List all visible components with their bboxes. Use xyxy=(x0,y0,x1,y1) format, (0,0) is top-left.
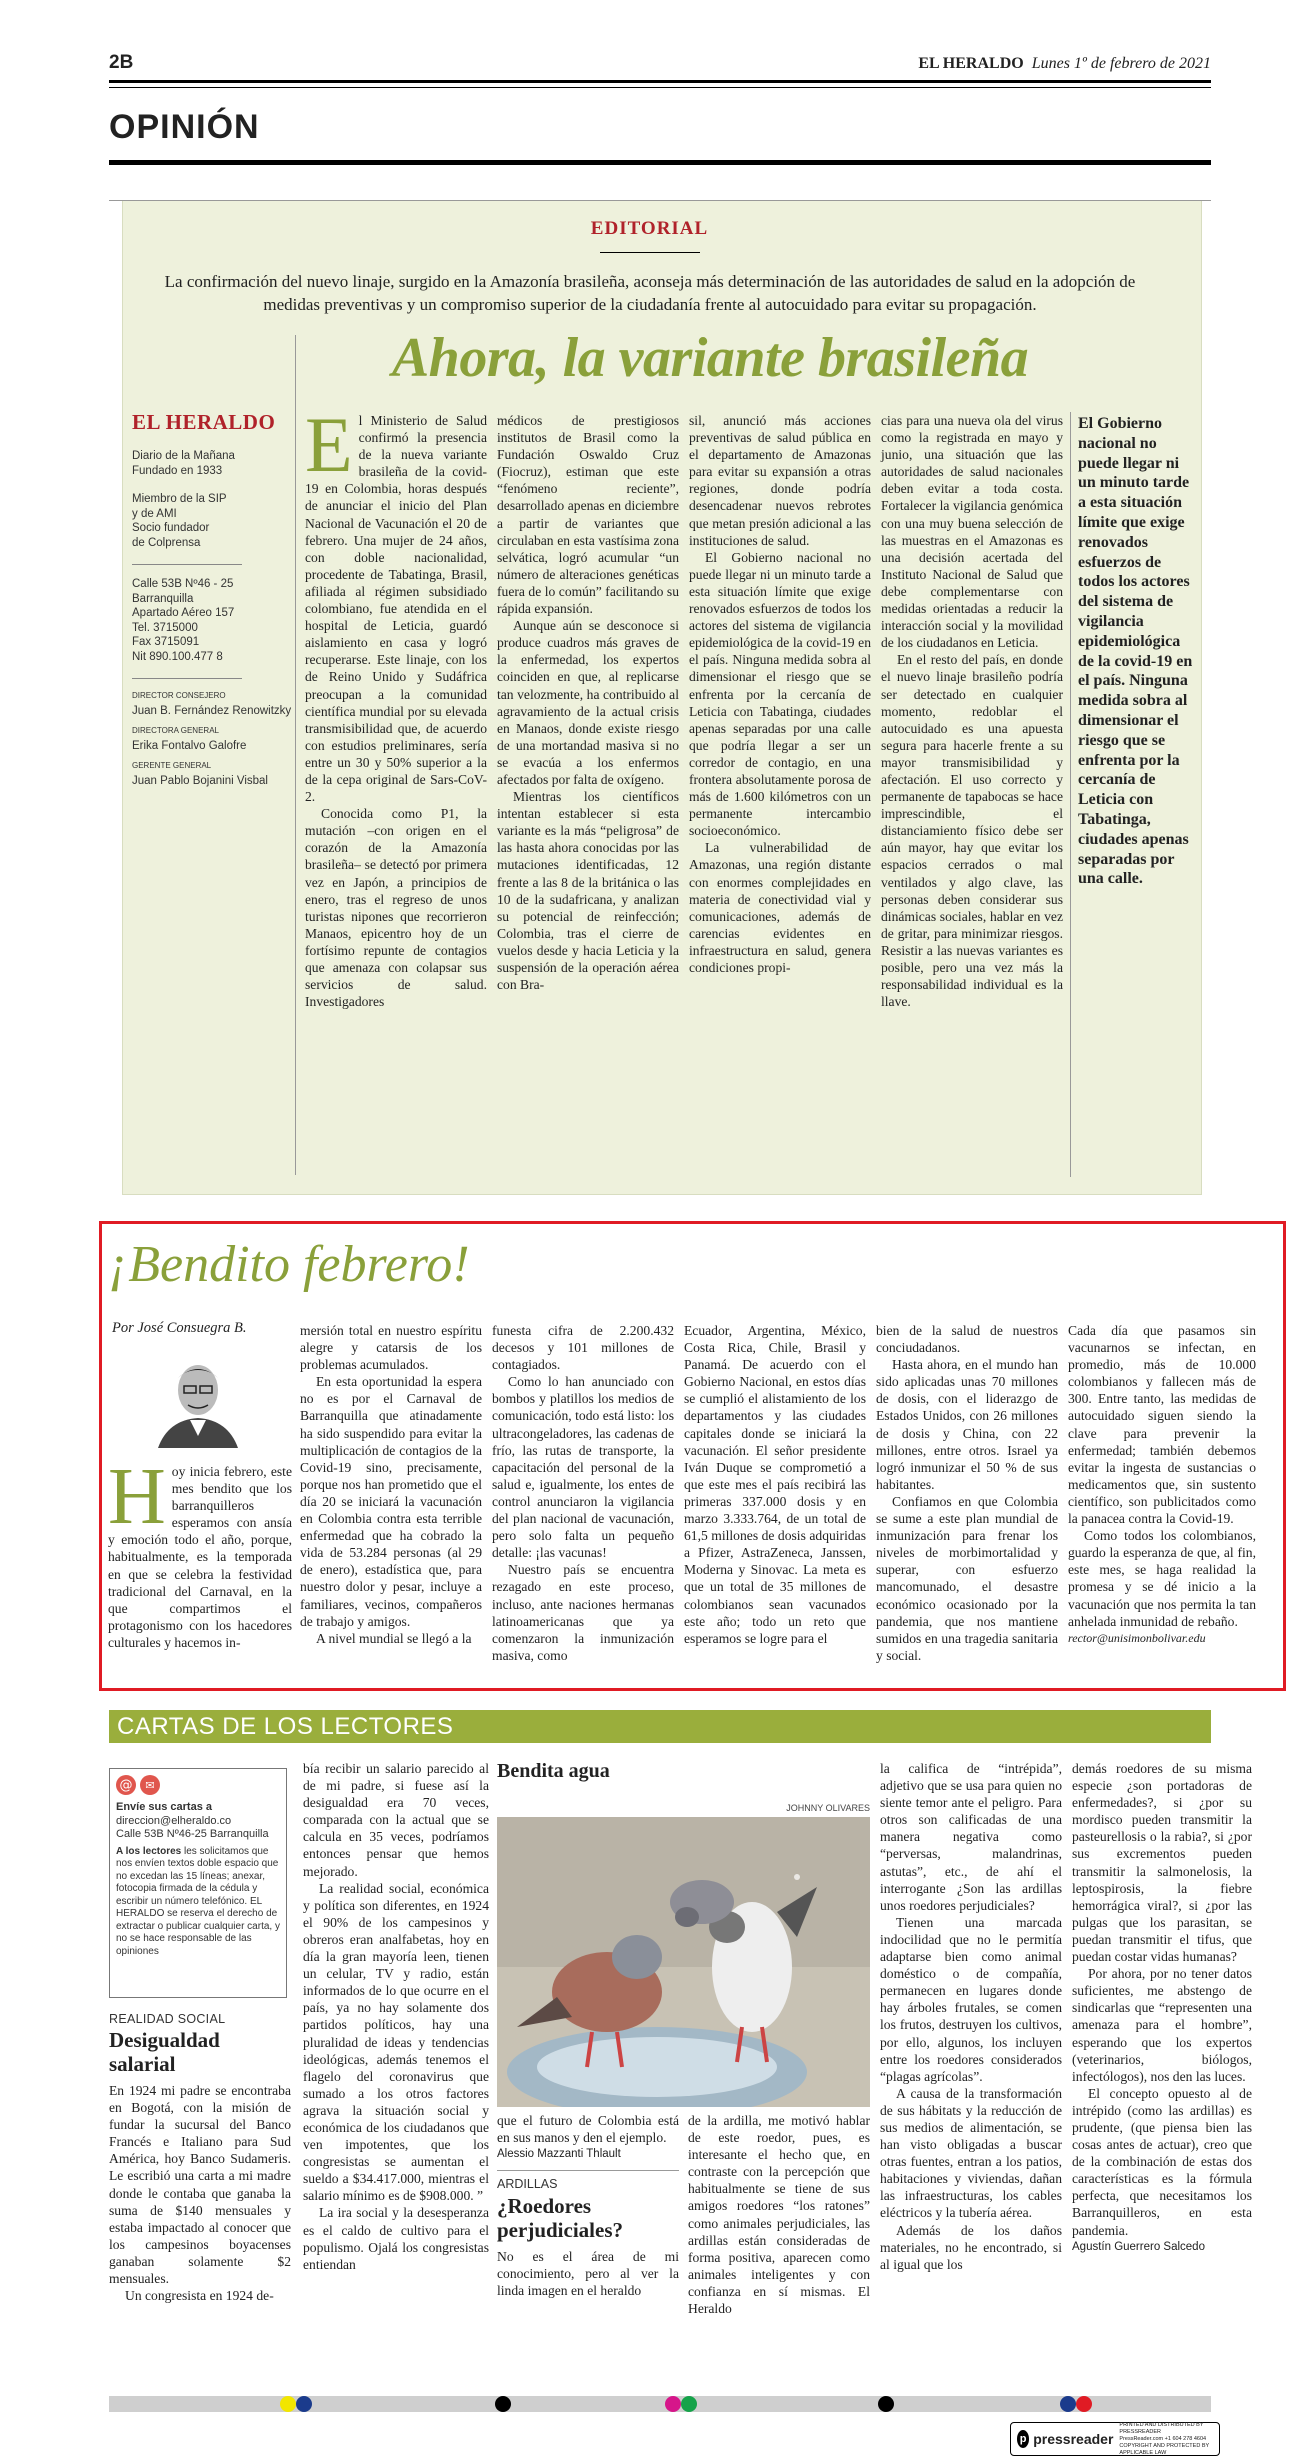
masthead-address xyxy=(132,577,292,664)
column-col-6 xyxy=(1068,1322,1256,1647)
column-paragraph: funesta cifra de 2.200.432 decesos y 101 millones de contagiados. xyxy=(492,1323,674,1373)
column-col-1 xyxy=(108,1453,292,1651)
staff-name: Juan B. Fernández Renowitzky xyxy=(132,704,292,717)
column-col-3 xyxy=(492,1322,674,1664)
letter1-kicker: REALIDAD SOCIAL xyxy=(109,2012,226,2026)
editorial-paragraph: La vulnerabilidad de Amazonas, una región distante con enormes complejidades en materia de conectividad vial y comunicaciones, además de carencias evidentes en infraestructura en salud, genera condiciones propi- xyxy=(689,840,871,975)
column-col-2 xyxy=(300,1322,482,1647)
letter2-title: ¿Roedores perjudiciales? xyxy=(497,2194,623,2242)
letter2-body xyxy=(497,2248,679,2299)
letter-paragraph: La realidad social, económica y política son diferentes, en 1924 el 90% de los campesinos y obreros eran analfabetas, hoy en día la gran mayoría leen, tienen un celular, TV y radio, están informados de lo que ocurre en el país, ya no hay solamente dos partidos políticos, hay una pluralidad de ideas y tendencias ideológicas, además tenemos el flagelo del coronavirus que sumado a los otros factores agrava la situación social y económica de los ciudadanos que ven impotentes, que los congresistas se aumentan el sueldo a $34.417.000, mientras el salario mínimo es de $908.000. ” xyxy=(303,1880,489,2204)
editorial-paragraph: El Gobierno nacional no puede llegar ni un minuto tarde a esta situación límite que exige renovados esfuerzos de todos los actores del sistema de vigilancia epidemiológica de la covid-19 en el país. Ninguna medida sobra al dimensionar el riesgo que se enfrenta por la cercanía de Leticia con Tabatinga, ciudades apenas separadas por una calle que podría llegar a ser un corredor de contagio, en una frontera absolutamente porosa de más de 1.600 kilómetros con un permanente intercambio socioeconómico. xyxy=(689,549,871,839)
mail-icon: ✉ xyxy=(140,1775,160,1795)
column-paragraph: mersión total en nuestro espíritu alegre y catarsis de los problemas acumulados. xyxy=(300,1323,482,1373)
dropcap: H xyxy=(108,1453,166,1541)
photo-credit: JOHNNY OLIVARES xyxy=(786,1803,870,1813)
masthead-divider xyxy=(132,564,242,565)
letter-paragraph: Tienen una marcada indocilidad que no le permitía adaptarse bien como animal doméstico o de compañía, permanecen en lugares donde hay árboles frutales, se comen los frutos, destruyen los cultivos, por ello, algunos, los incluyen entre los roedores considerados “plagas agrícolas”. xyxy=(880,1914,1062,2084)
editorial-headline: Ahora, la variante brasileña xyxy=(391,327,1029,389)
masthead-line: Socio fundador xyxy=(132,522,210,534)
letter1-title: Desigualdad salarial xyxy=(109,2028,220,2076)
newspaper-date xyxy=(918,55,1211,73)
masthead-line: Nit 890.100.477 8 xyxy=(132,650,223,663)
masthead-line: y de AMI xyxy=(132,507,177,520)
contact-icons xyxy=(116,1775,280,1795)
masthead-line: Miembro de la SIP xyxy=(132,493,227,505)
registration-dot xyxy=(681,2396,697,2412)
column-paragraph: Confiamos en que Colombia se sume a este plan mundial de inmunización para frenar los niveles de morbimortalidad y superar, con esfuerzo mancomunado, el desastre económico ocasionado por la pandemia, que nos mantiene sumidos en una tragedia sanitaria y social. xyxy=(876,1493,1058,1663)
editorial-column-4 xyxy=(881,412,1063,1010)
letter1-body xyxy=(109,2082,291,2304)
section-rule xyxy=(109,160,1211,165)
editorial-paragraph: El Ministerio de Salud confirmó la presencia de la nueva variante brasileña de la covid-19 en Colombia, horas después de anunciar el inicio del Plan Nacional de Vacunación el 20 de febrero. Una mujer de 24 años, con doble nacionalidad, procedente de Tabatinga, Brasil, afiliada al régimen subsidiado colombiano, fue atendida en el hospital de Leticia, guardó aislamiento en casa y logró recuperarse. Este linaje, con los de Reino Unido y Sudáfrica preocupan a la comunidad científica mundial por su elevada transmisibilidad que, de acuerdo con estudios preliminares, sería entre un 30 y 50% superior a la de la cepa original de Sars-CoV-2. xyxy=(305,401,487,805)
letter-signature: Agustín Guerrero Salcedo xyxy=(1072,2240,1205,2253)
letter-paragraph: No es el área de mi conocimiento, pero al ver la linda imagen en el heraldo xyxy=(497,2249,679,2299)
masthead-separator xyxy=(295,335,296,1175)
letters-section-bar xyxy=(109,1710,1211,1743)
header-rule-thin xyxy=(109,87,1211,88)
masthead-member xyxy=(132,492,292,550)
info-title: Envíe sus cartas a xyxy=(116,1801,213,1813)
photo-caption xyxy=(497,2112,679,2163)
editorial-paragraph: cias para una nueva ola del virus como la registrada en mayo y junio, una situación que las autoridades de salud nacionales deben evitar a toda costa. Fortalecer la vigilancia genómica con una muy buena selección de las muestras en el Amazonas es una decisión acertada del Instituto Nacional de Salud que debe complementarse con medidas orientadas a reducir la interacción social y la movilidad de los ciudadanos en Leticia. xyxy=(881,413,1063,651)
letter1-continuation xyxy=(303,1760,489,2273)
masthead-staff xyxy=(132,689,292,788)
registration-dot xyxy=(280,2396,296,2412)
issue-date: Lunes 1º de febrero de 2021 xyxy=(1031,55,1211,72)
registration-dot xyxy=(1076,2396,1092,2412)
letter2-column-3 xyxy=(880,1760,1062,2273)
info-note: A los lectores les solicitamos que nos envíen textos doble espacio que no excedan las 15 líneas; anexar, fotocopia firmada de la cédula y escribir un número telefónico. EL HERALDO se reserva el derecho de extractar o publicar cualquier carta, y no se hace responsable de las opiniones xyxy=(116,1845,280,1957)
column-paragraph: A nivel mundial se llegó a la xyxy=(316,1630,472,1646)
photo-title: Bendita agua xyxy=(497,1760,610,1782)
column-paragraph: Nuestro país se encuentra rezagado en este proceso, incluso, ante naciones hermanas latinoamericanas que ya comenzaron la inmunización masiva, como xyxy=(492,1562,674,1663)
column-paragraph: Ecuador, Argentina, México, Costa Rica, Chile, Brasil y Panamá. De acuerdo con el Gobierno Nacional, en estos días se cumplió el alistamiento de los departamentos y las ciudades capitales donde se iniciará la vacunación. El señor presidente Iván Duque se comprometió a que este mes el país recibirá las primeras 337.000 dosis y en marzo 3.333.764, de un total de 61,5 millones de dosis adquiridas a Pfizer, AstraZeneca, Janssen, Moderna y Sinovac. La meta es que un total de 35 millones de colombianos sean vacunados este año; todo un reto que esperamos se logre para el xyxy=(684,1323,866,1646)
masthead-line: de Colprensa xyxy=(132,536,201,549)
pullquote-separator xyxy=(1070,412,1071,1177)
pressreader-badge xyxy=(1010,2422,1220,2456)
masthead-logo: EL HERALDO xyxy=(132,410,276,434)
masthead-line: Apartado Aéreo 157 xyxy=(132,607,235,619)
caption-signature: Alessio Mazzanti Thlault xyxy=(497,2148,621,2161)
footer-line: PressReader.com +1 604 278 4604 xyxy=(1119,2435,1207,2442)
registration-dot xyxy=(1060,2396,1076,2412)
letter2-column-4 xyxy=(1072,1760,1252,2256)
letter2-column-2 xyxy=(688,2112,870,2317)
editorial-paragraph: médicos de prestigiosos institutos de Brasil como la Fundación Oswaldo Cruz (Fiocruz), estiman que este “fenómeno reciente”, desarrollado apenas en diciembre a partir de variantes que circulaban en esta vastísima zona selvática, logró acumular “un número de alteraciones genéticas fuera de lo común” facilitando su rápida expansión. xyxy=(497,413,679,617)
section-title: OPINIÓN xyxy=(109,108,260,146)
masthead-line: Fax 3715091 xyxy=(132,636,200,648)
letter-paragraph: la califica de “intrépida”, adjetivo que se usa para quien no siente temor ante el peligro. Para otros son calificadas de una manera negativa como “perversas, malandrinas, astutas”, etc., de ahí el interrogante ¿Son las ardillas unos roedores perjudiciales? xyxy=(880,1761,1062,1913)
at-icon: @ xyxy=(116,1775,136,1795)
pressreader-logo: pressreader xyxy=(1033,2431,1114,2447)
editorial-deck: La confirmación del nuevo linaje, surgido en la Amazonía brasileña, aconseja más determinación de las autoridades de salud en la adopción de medidas preventivas y un compromiso superior de la ciudadanía frente al autocuidado para evitar su propagación. xyxy=(164,272,1136,314)
letter-paragraph: La ira social y la desesperanza es el caldo de cultivo para el populismo. Ojalá los congresistas entiendan xyxy=(303,2205,489,2272)
column-paragraph: Como lo han anunciado con bombos y platillos los medios de comunicación, todo está listo: los ultracongeladores, las cadenas de frío, las rutas de transporte, la capacitación del personal de la salud e, igualmente, los entes de control anunciaron la vigilancia del plan nacional de vacunación, pero solo falta un pequeño detalle: ¡las vacunas! xyxy=(492,1374,674,1561)
info-address: Calle 53B Nº46-25 Barranquilla xyxy=(116,1828,269,1840)
masthead-line: Tel. 3715000 xyxy=(132,621,198,634)
column-paragraph: Cada día que pasamos sin vacunarnos se infectan, en promedio, más de 10.000 colombianos y fallecen más de 300. Entre tanto, las medidas de autocuidado siguen siendo la clave para prevenir la enfermedad; también debemos evitar la ingesta de sustancias o medicamentos que, sin sustento científico, son publicitados como la panacea contra la Covid-19. xyxy=(1068,1323,1256,1527)
staff-title: DIRECTORA GENERAL xyxy=(132,726,219,735)
masthead-line: Diario de la Mañana xyxy=(132,450,235,462)
column-paragraph: bien de la salud de nuestros conciudadanos. xyxy=(876,1323,1058,1356)
letter-paragraph: En 1924 mi padre se encontraba en Bogotá, con la misión de fundar la sucursal del Banco Francés e Italiano para Sud América, hoy Banco Sudameris. Le escribió una carta a mi madre donde le contaba que ganaba la suma de $140 mensuales y estaba impactado al conocer que los campesinos boyacenses ganaban solamente $2 mensuales. xyxy=(109,2083,291,2287)
letter2-kicker: ARDILLAS xyxy=(497,2177,558,2191)
dropcap: E xyxy=(305,401,353,488)
footer-line: PRINTED AND DISTRIBUTED BY PRESSREADER xyxy=(1119,2421,1204,2435)
editorial-kicker: EDITORIAL xyxy=(590,218,709,239)
masthead xyxy=(132,410,292,788)
masthead-line: Calle 53B Nº46 - 25 xyxy=(132,578,234,590)
newspaper-name: EL HERALDO xyxy=(918,55,1024,72)
registration-bar xyxy=(109,2396,1211,2412)
letter-paragraph: Por ahora, por no tener datos suficientes, me abstengo de sindicarlas que “representen una amenaza para el hombre”, esperando que los expertos (veterinarios, biólogos, infectólogos), nos den las luces. xyxy=(1072,1966,1252,2084)
editorial-paragraph: Conocida como P1, la mutación –con origen en el corazón de la Amazonía brasileña– se detectó por primera vez en Japón, a principios de enero, tras el regreso de unos turistas nipones que recorrieron Manaos, epicentro hoy de un fortísimo repunte de contagios que amenaza con colapsar sus servicios de salud. Investigadores xyxy=(305,806,487,1010)
header-rule-top xyxy=(109,80,1211,83)
footer-line: COPYRIGHT AND PROTECTED BY APPLICABLE LAW xyxy=(1119,2442,1210,2456)
letter-paragraph: Además de los daños materiales, no he encontrado, si al igual que los xyxy=(880,2222,1062,2272)
registration-dot xyxy=(878,2396,894,2412)
editorial-column-2 xyxy=(497,412,679,993)
letter-paragraph: demás roedores de su misma especie ¿son portadoras de enfermedades?, si ¿por su mordisco pueden transmitir la pasteurellosis o la rabia?, si ¿por sus excrementos pueden transmitir la salmonelosis, la leptospirosis, la fiebre hemorrágica viral?, si ¿por las pulgas que los parasitan, se puedan transmitir el tifus, que puedan costar vidas humanas? xyxy=(1072,1761,1252,1965)
author-photo xyxy=(148,1348,248,1448)
staff-title: DIRECTOR CONSEJERO xyxy=(132,691,226,700)
kicker-underline xyxy=(600,252,700,253)
info-email[interactable]: direccion@elheraldo.co xyxy=(116,1814,232,1827)
column-headline: ¡Bendito febrero! xyxy=(108,1236,470,1293)
staff-name: Juan Pablo Bojanini Visbal xyxy=(132,774,268,787)
column-col-5 xyxy=(876,1322,1058,1664)
editorial-column-1 xyxy=(305,401,487,1010)
letter-paragraph: A causa de la transformación de sus hábitats y la reducción de sus medios de alimentación, se han visto obligadas a buscar otras fuentes, entran a los patios, habitaciones y viviendas, dañan las infraestructuras, los cables eléctricos y la tubería aérea. xyxy=(880,2085,1062,2221)
masthead-divider xyxy=(132,678,242,679)
letter-paragraph: El concepto opuesto al de intrépido (como las ardillas) es prudente, (que piensa bien las cosas antes de actuar), creo que de la combinación de estas dos características es la fórmula perfecta, que necesitamos los Barranquilleros, en esta pandemia. xyxy=(1072,2085,1252,2238)
pressreader-icon: p xyxy=(1017,2430,1029,2448)
editorial-column-3 xyxy=(689,412,871,976)
page-number: 2B xyxy=(109,52,134,73)
column-paragraph: Hasta ahora, en el mundo han sido aplicadas unas 70 millones de dosis, con el liderazgo de Estados Unidos, con 26 millones de dosis y China, con 22 millones, entre otros. Israel ya logró inmunizar el 50 % de sus habitantes. xyxy=(876,1357,1058,1492)
staff-name: Erika Fontalvo Galofre xyxy=(132,739,247,752)
column-col-4 xyxy=(684,1322,866,1647)
column-paragraph: En esta oportunidad la espera no es por el Carnaval de Barranquilla que atinadamente ha sido suspendido para evitar la multiplicación de contagios de la Covid-19 sino, precisamente, porque nos han prometido que el día 20 se iniciará la vacunación en Colombia contra esta terrible enfermedad que ha cobrado la vida de 53.284 personas (al 29 de enero), estadística que, para nuestro dolor y pesar, incluye a familiares, vecinos, compañeros de trabajo y amigos. xyxy=(300,1374,482,1629)
column-byline: Por José Consuegra B. xyxy=(112,1320,247,1336)
registration-dot xyxy=(665,2396,681,2412)
editorial-paragraph: Aunque aún se desconoce si produce cuadros más graves de la enfermedad, los expertos coinciden en que, al replicarse tan velozmente, ha contribuido al agravamiento de la actual crisis en Manaos, donde existe riesgo de una mortandad masiva si no se evacúa a los enfermos afectados por falta de oxígeno. xyxy=(497,618,679,787)
letter-paragraph: bía recibir un salario parecido al de mi padre, si fuese así la desigualdad era 70 veces, comparada con la actual que se calcula en 35 veces, podríamos entonces pensar que hemos mejorado. xyxy=(303,1761,489,1879)
column-paragraph: Como todos los colombianos, guardo la esperanza de que, al fin, este mes, se haga realidad la promesa y se dé inicio a la vacunación que nos permita la tan anhelada inmunidad de rebaño. xyxy=(1068,1528,1256,1629)
registration-dot xyxy=(296,2396,312,2412)
masthead-line: Fundado en 1933 xyxy=(132,464,223,477)
caption-divider xyxy=(497,2170,679,2171)
caption-text: que el futuro de Colombia está en sus manos y den el ejemplo. xyxy=(497,2113,679,2146)
editorial-pullquote: El Gobierno nacional no puede llegar ni un minuto tarde a esta situación límite que exige renovados esfuerzos de todos los actores del sistema de vigilancia epidemiológica de la covid-19 en el país. Ninguna medida sobra al dimensionar el riesgo que se enfrenta por la cercanía de Leticia con Tabatinga, ciudades apenas separadas por una calle. xyxy=(1078,415,1193,888)
editorial-paragraph: sil, anunció más acciones preventivas de salud pública en el departamento de Amazonas para evitar su expansión a otras regiones, donde podría desencadenar nuevos rebrotes que metan presión adicional a las instituciones de salud. xyxy=(689,413,871,548)
masthead-line: Barranquilla xyxy=(132,592,194,605)
letters-section-title: CARTAS DE LOS LECTORES xyxy=(117,1713,454,1740)
masthead-founded xyxy=(132,449,292,478)
registration-dot xyxy=(495,2396,511,2412)
editorial-paragraph: En el resto del país, en donde el nuevo linaje brasileño podría ser detectado en cualquier momento, redoblar el autocuidado es una apuesta segura para hacerle frente a su mayor transmisibilidad y afectación. El uso correcto y permanente de tapabocas se hace imprescindible, el distanciamiento físico debe ser aún mayor, hay que evitar los espacios cerrados o mal ventilados y algo clave, las personas deben considerar sus dinámicas sociales, hablar en vez de gritar, para minimizar riesgos. Resistir a las nuevas variantes es posible, pero una vez más la responsabilidad individual es la llave. xyxy=(881,652,1063,1010)
letter-paragraph: Un congresista en 1924 de- xyxy=(125,2288,274,2304)
author-email[interactable]: rector@unisimonbolivar.edu xyxy=(1068,1630,1206,1645)
editorial-top-rule xyxy=(109,200,1211,201)
letters-info-box xyxy=(109,1768,287,1998)
column-paragraph: Hoy inicia febrero, este mes bendito que los barranquilleros esperamos con ansía y emoción todo el año, porque, habitualmente, es la temporada en que se celebra la festividad tradicional del Carnaval, en la que compartimos el protagonismo con los hacedores culturales y hacemos in- xyxy=(108,1453,292,1650)
pigeons-photo xyxy=(497,1817,870,2107)
editorial-paragraph: Mientras los científicos intentan establecer si esta variante es la más “peligrosa” de las hasta ahora conocidas por las mutaciones identificadas, 12 frente a las 8 de la británica o las 10 de la sudafricana, y analizan su potencial de reinfección; Colombia, tras el cierre de vuelos desde y hacia Leticia y la suspensión de la operación aérea con Bra- xyxy=(497,789,679,993)
letter-paragraph: de la ardilla, me motivó hablar de este roedor, pues, es interesante el hecho que, en contraste con la percepción que habitualmente se tiene de sus amigos roedores “los ratones” como animales perjudiciales, las ardillas están consideradas de forma positiva, aparecen como animales inteligentes y con confianza en sí mismas. El Heraldo xyxy=(688,2113,870,2317)
staff-title: GERENTE GENERAL xyxy=(132,761,212,770)
